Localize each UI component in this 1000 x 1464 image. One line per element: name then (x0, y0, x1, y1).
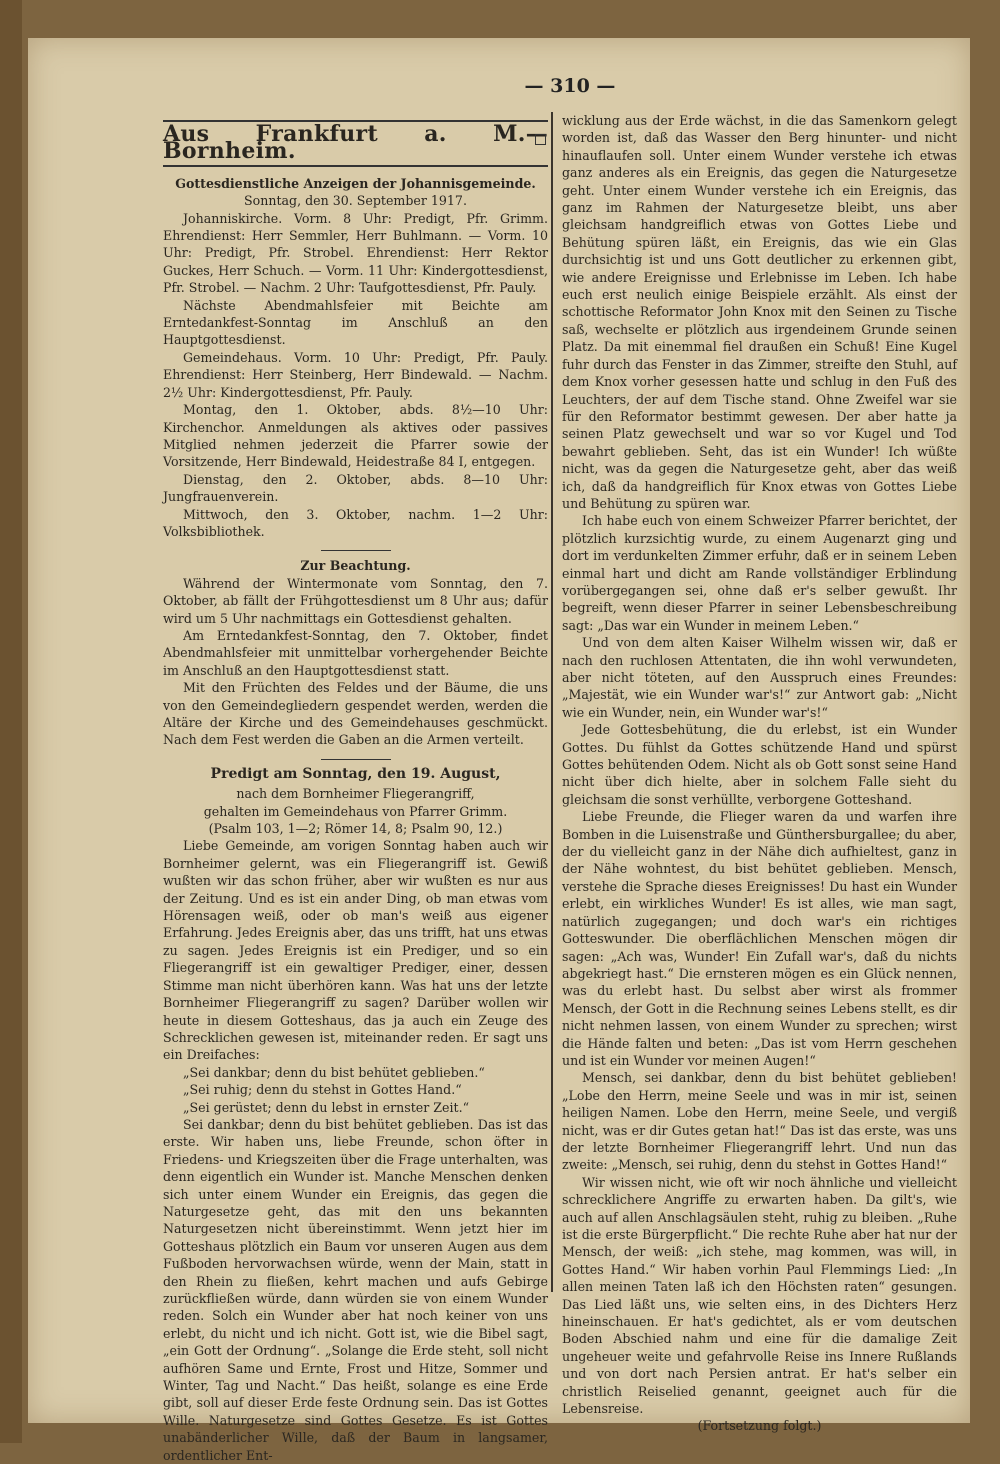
column-rule (551, 112, 553, 1292)
paragraph: „Sei ruhig; denn du stehst in Gottes Hand.“ (183, 1082, 462, 1098)
paragraph: Wir wissen nicht, wie oft wir noch ähnliche und vielleicht schrecklichere Angriffe zu erwarten haben. Da gilt's, wie auch auf allen Anschlagsäulen steht, ruhig zu bleiben. „Ruhe ist die erste Bürgerpflicht.“ Die rechte Ruhe aber hat nur der Mensch, der weiß: „ich stehe, mag kommen, was will, in Gottes Hand.“ Wir haben vorhin Paul Flemmings Lied: „In allen meinen Taten laß ich den Höchsten raten“ gesungen. Das Lied läßt uns, wie selten eins, in des Dichters Herz hineinschauen. Er hat's gedichtet, als er vom deutschen Boden Abschied nahm und eine für die damalige Zeit ungeheuer weite und gefahrvolle Reise ins Innere Rußlands und von dort nach Persien antrat. Er hat's selber ein christlich Reiselied genannt, geeignet auch für die Lebensreise. (562, 1174, 957, 1417)
sermon-scripture: (Psalm 103, 1—2; Römer 14, 8; Psalm 90, 12.) (208, 821, 503, 837)
paragraph: Am Erntedankfest-Sonntag, den 7. Oktober, findet Abendmahlsfeier mit unmittelbar vorhergehender Beichte im Anschluß an den Hauptgottesdienst statt. (163, 627, 548, 678)
paragraph: Ich habe euch von einem Schweizer Pfarrer berichtet, der plötzlich kurzsichtig wurde, zu einem Augenarzt ging und dort im verdunkelten Zimmer erfuhr, daß er in seinem Leben einmal hart und dicht am Rande vollständiger Erblindung vorübergegangen sei, ohne daß er's selber gewußt. Ihr begreift, wenn dieser Pfarrer in seiner Lebensbeschreibung sagt: „Das war ein Wunder in meinem Leben.“ (562, 513, 957, 633)
divider (321, 759, 391, 760)
paragraph: Nächste Abendmahlsfeier mit Beichte am Erntedankfest-Sonntag im Anschluß an den Hauptgottesdienst. (163, 297, 548, 348)
paragraph: Während der Wintermonate vom Sonntag, den 7. Oktober, ab fällt der Frühgottesdienst um 8 Uhr aus; dafür wird um 5 Uhr nachmittags ein Gottesdienst gehalten. (163, 575, 548, 626)
paragraph: „Sei gerüstet; denn du lebst in ernster Zeit.“ (183, 1099, 470, 1115)
paragraph: Sei dankbar; denn du bist behütet geblieben. Das ist das erste. Wir haben uns, liebe Freunde, schon öfter in Friedens- und Kriegszeiten über die Frage unterhalten, was denn eigentlich ein Wunder ist. Manche Menschen denken sich unter einem Wunder ein Ereignis, das gegen die Naturgesetze geht, das mit den uns bekannten Naturgesetzen nicht übereinstimmt. Wenn jetzt hier im Gotteshaus plötzlich ein Baum vor unseren Augen aus dem Fußboden hervorwachsen würde, wenn der Main, statt in den Rhein zu fließen, kehrt machen und aufs Gebirge zurückfließen würde, dann würden sie von einem Wunder reden. Solch ein Wunder aber hat noch keiner von uns erlebt, du nicht und ich nicht. Gott ist, wie die Bibel sagt, „ein Gott der Ordnung“. „Solange die Erde steht, soll nicht aufhören Same und Ernte, Frost und Hitze, Sommer und Winter, Tag und Nacht.“ Das heißt, solange es eine Erde gibt, soll auf dieser Erde feste Ordnung sein. Das ist Gottes Wille. Naturgesetze sind Gottes Gesetze. Es ist Gottes unabänderlicher Wille, daß der Baum in langsamer, ordentlicher Ent- (163, 1116, 548, 1463)
left-column (163, 112, 548, 1464)
date-line: Sonntag, den 30. September 1917. (244, 193, 467, 209)
header-title: Aus Frankfurt a. M.—Bornheim. (163, 121, 548, 165)
paragraph: Johanniskirche. Vorm. 8 Uhr: Predigt, Pfr. Grimm. Ehrendienst: Herr Semmler, Herr Buhlmann. — Vorm. 10 Uhr: Predigt, Pfr. Strobel. Ehrendienst: Herr Rektor Guckes, Herr Schuch. — Vorm. 11 Uhr: Kindergottesdienst, Pfr. Strobel. — Nachm. 2 Uhr: Taufgottesdienst, Pfr. Pauly. (163, 210, 548, 296)
box-ornament-icon (535, 134, 546, 145)
continued-note: (Fortsetzung folgt.) (697, 1418, 822, 1434)
paragraph: „Sei dankbar; denn du bist behütet geblieben.“ (183, 1064, 485, 1080)
right-column (562, 112, 957, 1435)
paragraph: Und von dem alten Kaiser Wilhelm wissen wir, daß er nach den ruchlosen Attentaten, die ihn wohl verwundeten, aber nicht töteten, auf den Ausspruch eines Freundes: „Majestät, wie ein Wunder war's!“ zur Antwort gab: „Nicht wie ein Wunder, nein, ein Wunder war's!“ (562, 635, 957, 720)
sermon-heading: Predigt am Sonntag, den 19. August, (210, 765, 501, 782)
paragraph: Mittwoch, den 3. Oktober, nachm. 1—2 Uhr: Volksbibliothek. (163, 506, 548, 539)
paragraph: Jede Gottesbehütung, die du erlebst, ist ein Wunder Gottes. Du fühlst da Gottes schützende Hand und spürst Gottes behütenden Odem. Nicht als ob Gott sonst seine Hand nicht über dich hielte, aber in solchem Falle sieht du gleichsam die sonst verhüllte, verborgene Gotteshand. (562, 722, 957, 807)
paragraph: Dienstag, den 2. Oktober, abds. 8—10 Uhr: Jungfrauenverein. (163, 471, 548, 505)
page-number: — 310 — (524, 75, 616, 97)
section-header (163, 120, 548, 167)
book-spine (0, 0, 22, 1443)
paragraph: wicklung aus der Erde wächst, in die das Samenkorn gelegt worden ist, daß das Wasser den Berg hinunter- und nicht hinauflaufen soll. Unter einem Wunder verstehe ich etwas ganz anderes als ein Ereignis, das gegen die Naturgesetze geht. Unter einem Wunder verstehe ich ein Ereignis, das ganz im Rahmen der Naturgesetze bleibt, uns aber gleichsam handgreiflich etwas von Gottes Liebe und Behütung spüren läßt, ein Ereignis, das wie ein Glas durchsichtig ist und uns Gott deutlicher zu erkennen gibt, wie andere Ereignisse und Erlebnisse im Leben. Ich habe euch erst neulich einige Beispiele erzählt. Als einst der schottische Reformator John Knox mit den Seinen zu Tische saß, wechselte er plötzlich aus irgendeinem Grunde seinen Platz. Da mit einemmal fiel draußen ein Schuß! Eine Kugel fuhr durch das Fenster in das Zimmer, streifte den Stuhl, auf dem Knox vorher gesessen hatte und schlug in den Fuß des Leuchters, der auf dem Tische stand. Ohne Zweifel war sie für den Reformator bestimmt gewesen. Der aber hatte ja seinen Platz gewechselt und war so vor Kugel und Tod bewahrt geblieben. Seht, das ist ein Wunder! Ich wüßte nicht, was da gegen die Naturgesetze geht, aber das weiß ich, daß da handgreiflich für Knox etwas von Gottes Liebe und Behütung zu spüren war. (562, 113, 957, 511)
paragraph: Mit den Früchten des Feldes und der Bäume, die uns von den Gemeindegliedern gespendet werden, werden die Altäre der Kirche und des Gemeindehauses geschmückt. Nach dem Fest werden die Gaben an die Armen verteilt. (163, 680, 548, 748)
paragraph: Gemeindehaus. Vorm. 10 Uhr: Predigt, Pfr. Pauly. Ehrendienst: Herr Steinberg, Herr Bindewald. — Nachm. 2½ Uhr: Kindergottesdienst, Pfr. Pauly. (163, 349, 548, 400)
announcements-heading: Gottesdienstliche Anzeigen der Johannisgemeinde. (175, 175, 536, 191)
paragraph: Liebe Gemeinde, am vorigen Sonntag haben auch wir Bornheimer gelernt, was ein Fliegerangriff ist. Gewiß wußten wir das schon früher, aber wir wußten es nur aus der Zeitung. Und es ist ein ander Ding, ob man etwas vom Hörensagen weiß, oder ob man's weiß aus eigener Erfahrung. Jedes Ereignis aber, das uns trifft, hat uns etwas zu sagen. Jedes Ereignis ist ein Prediger, und so ein Fliegerangriff ist ein gewaltiger Prediger, einer, dessen Stimme man nicht überhören kann. Was hat uns der letzte Bornheimer Fliegerangriff zu sagen? Darüber wollen wir heute in diesem Gotteshaus, das ja auch ein Zeuge des Schrecklichen gewesen ist, miteinander reden. Er sagt uns ein Dreifaches: (163, 838, 548, 1063)
paragraph: Montag, den 1. Oktober, abds. 8½—10 Uhr: Kirchenchor. Anmeldungen als aktives oder passives Mitglied nehmen jederzeit die Pfarrer sowie der Vorsitzende, Herr Bindewald, Heidestraße 84 I, entgegen. (163, 402, 548, 470)
paragraph: Mensch, sei dankbar, denn du bist behütet geblieben! „Lobe den Herrn, meine Seele und was in mir ist, seinen heiligen Namen. Lobe den Herrn, meine Seele, und vergiß nicht, was er dir Gutes getan hat!“ Das ist das erste, was uns der letzte Bornheimer Fliegerangriff lehrt. Und nun das zweite: „Mensch, sei ruhig, denn du stehst in Gottes Hand!“ (562, 1070, 957, 1173)
notice-heading: Zur Beachtung. (300, 558, 411, 574)
divider (321, 550, 391, 551)
paragraph: Liebe Freunde, die Flieger waren da und warfen ihre Bomben in die Luisenstraße und Günthersburgallee; du aber, der du vielleicht ganz in der Nähe dich aufhieltest, ganz in der Nähe wohntest, du bist behütet geblieben. Mensch, verstehe die Sprache dieses Ereignisses! Du hast ein Wunder erlebt, ein wirkliches Wunder! Es ist alles, wie man sagt, natürlich zugegangen; und doch war's ein richtiges Gotteswunder. Die oberflächlichen Menschen mögen dir sagen: „Ach was, Wunder! Ein Zufall war's, daß du nichts abgekriegt hast.“ Die ernsteren mögen es ein Glück nennen, was du erlebt hast. Du selbst aber wirst als frommer Mensch, der Gott in die Rechnung seines Lebens stellt, es dir nicht nehmen lassen, von einem Wunder zu sprechen; wirst die Hände falten und beten: „Das ist vom Herrn geschehen und ist ein Wunder vor meinen Augen!“ (562, 809, 957, 1068)
sermon-subtitle: nach dem Bornheimer Fliegerangriff, (236, 786, 475, 802)
sermon-subtitle: gehalten im Gemeindehaus von Pfarrer Grimm. (203, 803, 508, 819)
